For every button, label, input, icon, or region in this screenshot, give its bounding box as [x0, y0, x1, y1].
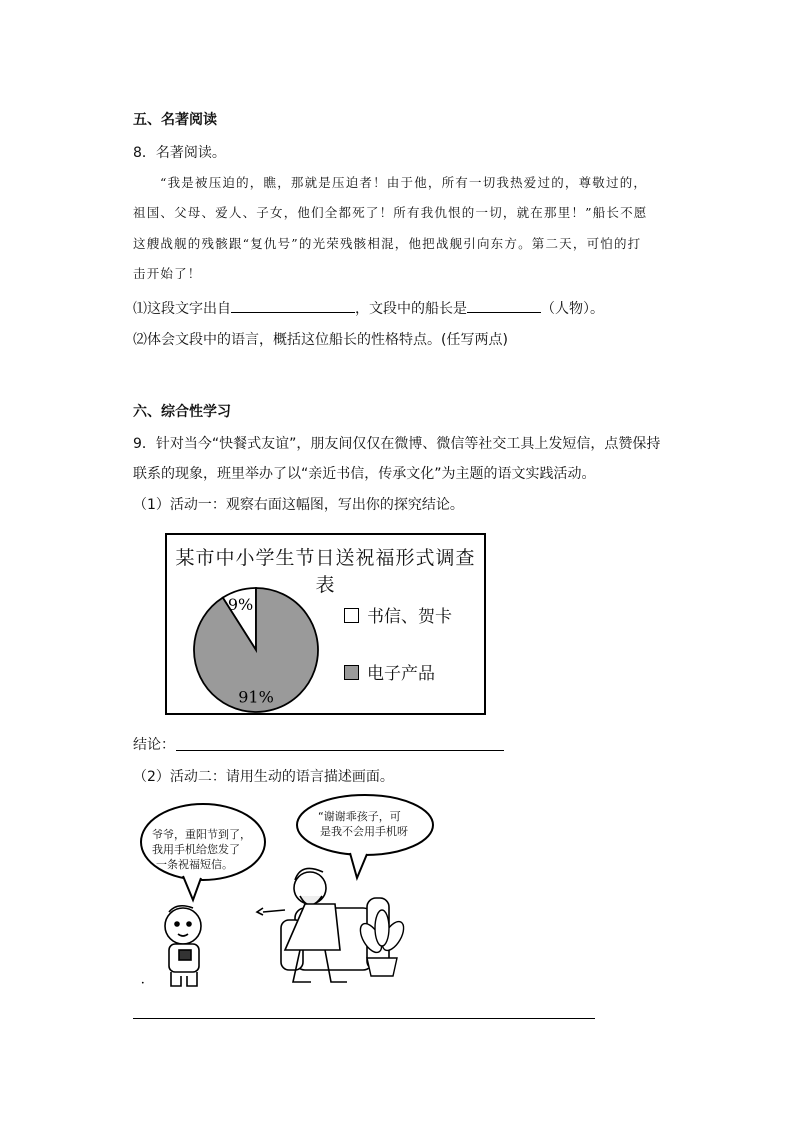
question-8-title: 8．名著阅读。	[133, 145, 226, 161]
child-bubble-line-2: 我用手机给您发了	[152, 843, 240, 856]
q1-suffix: （人物）。	[541, 301, 604, 317]
child-bubble-line-3: 一条祝福短信。	[156, 858, 233, 871]
question-8-2: ⑵体会文段中的语言，概括这位船长的性格特点。(任写两点)	[133, 332, 508, 348]
conclusion-answer-line[interactable]	[176, 750, 504, 751]
activity-2-prompt: （2）活动二：请用生动的语言描述画面。	[133, 769, 394, 785]
pie-label-letters: 9%	[227, 595, 254, 614]
conclusion-label: 结论：	[133, 737, 175, 753]
passage-line-4: 击开始了！	[133, 266, 202, 281]
grandpa-bubble-line-1: “谢谢乖孩子，可	[318, 810, 401, 823]
activity-1-prompt: （1）活动一：观察右面这幅图，写出你的探究结论。	[133, 497, 464, 513]
book-title-blank[interactable]	[231, 298, 355, 313]
svg-text:•: •	[141, 980, 145, 987]
child-figure	[165, 906, 201, 986]
question-9-line-1: 9．针对当今“快餐式友谊”，朋友间仅仅在微博、微信等社交工具上发短信，点赞保持	[133, 436, 661, 452]
legend-label-electronics: 电子产品	[367, 664, 435, 684]
q1-middle: ，文段中的船长是	[355, 301, 467, 317]
question-9-line-2: 联系的现象，班里举办了以“亲近书信，传承文化”为主题的语文实践活动。	[133, 466, 596, 482]
legend-swatch-letters	[344, 608, 359, 623]
section6-heading: 六、综合性学习	[133, 404, 231, 420]
passage-line-3: 这艘战舰的残骸跟“复仇号”的光荣残骸相混，他把战舰引向东方。第二天，可怕的打	[133, 236, 642, 251]
passage-line-2: 祖国、父母、爱人、子女，他们全都死了！所有我仇恨的一切，就在那里！”船长不愿	[133, 205, 648, 220]
legend-label-letters: 书信、贺卡	[367, 607, 452, 627]
grandpa-bubble-line-2: 是我不会用手机呀	[320, 825, 408, 838]
legend-swatch-electronics	[344, 665, 359, 680]
child-bubble-line-1: 爷爷，重阳节到了，	[152, 828, 251, 841]
question-8-1	[133, 298, 604, 318]
q1-prefix: ⑴这段文字出自	[133, 301, 231, 317]
section5-heading: 五、名著阅读	[133, 112, 217, 128]
survey-chart	[165, 533, 486, 715]
pie-label-electronics: 91%	[238, 687, 274, 707]
captain-name-blank[interactable]	[467, 298, 541, 313]
chart-title: 某市中小学生节日送祝福形式调查表	[175, 547, 476, 596]
passage-line-1: “我是被压迫的，瞧，那就是压迫者！由于他，所有一切我热爱过的，尊敬过的，	[160, 175, 648, 190]
activity-2-answer-line[interactable]	[133, 1018, 595, 1019]
